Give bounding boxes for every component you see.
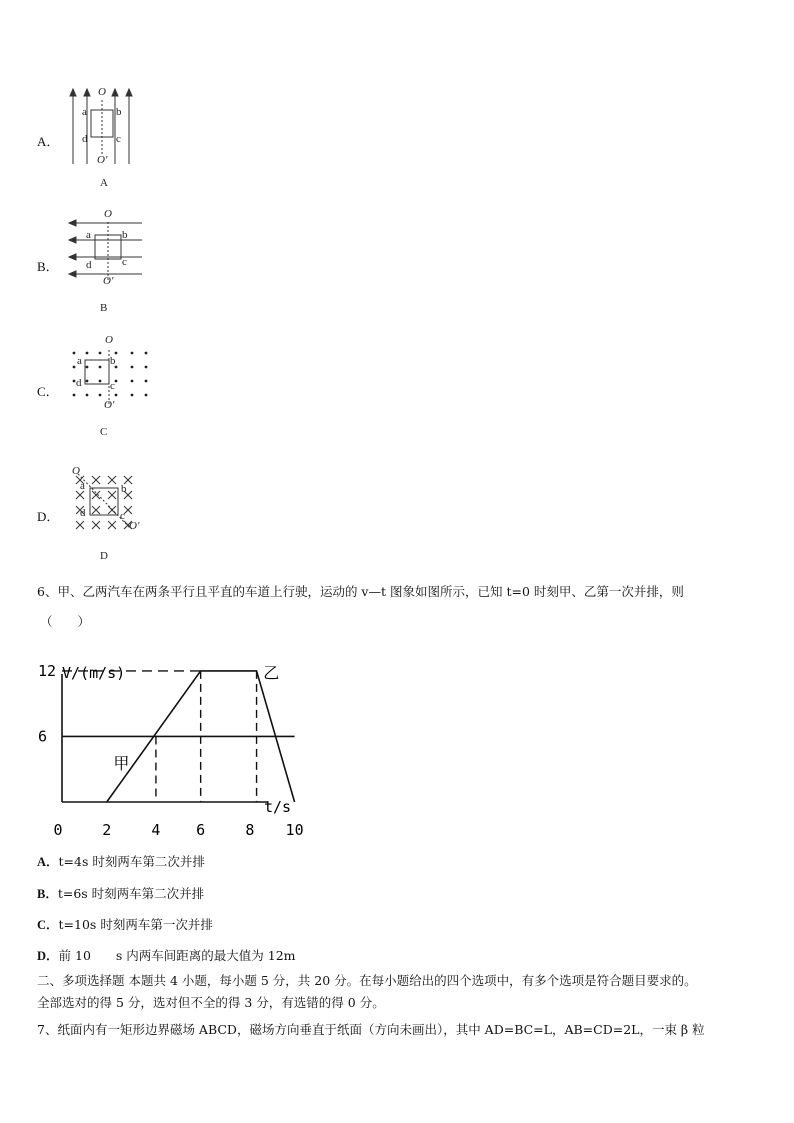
corner-label-a: a xyxy=(77,355,82,367)
axis-label-o-prime: O′ xyxy=(104,399,115,411)
x-tick-label: 4 xyxy=(151,821,161,839)
q6-option-c-label: C． xyxy=(37,918,59,932)
x-tick-label: 6 xyxy=(196,821,206,839)
corner-label-c: c xyxy=(122,256,127,268)
field-dot xyxy=(115,380,118,383)
corner-label-b: b xyxy=(110,355,116,367)
field-dot xyxy=(99,352,102,355)
field-dot xyxy=(99,380,102,383)
figure-b-caption: B xyxy=(100,302,108,314)
vt-chart xyxy=(30,652,310,848)
option-a-label: A． xyxy=(37,134,60,149)
figure-a-caption: A xyxy=(100,177,108,189)
field-cross xyxy=(124,506,132,514)
q6-option-d[interactable] xyxy=(37,946,296,964)
field-dot xyxy=(73,352,76,355)
question-6-blank: （ ） xyxy=(40,614,91,629)
field-cross xyxy=(108,521,116,529)
field-cross xyxy=(92,506,100,514)
corner-label-a: a xyxy=(86,229,91,241)
q6-option-d-label: D． xyxy=(37,949,59,963)
option-b-label: B． xyxy=(37,259,59,274)
field-dot xyxy=(86,380,89,383)
q6-option-c-text: t=10s 时刻两车第一次并排 xyxy=(58,917,213,932)
axis-label-o: O xyxy=(72,465,80,477)
figure-d-caption: D xyxy=(100,550,108,562)
q6-option-b-text: t=6s 时刻两车第二次并排 xyxy=(57,886,205,901)
field-dot xyxy=(73,380,76,383)
field-cross xyxy=(108,506,116,514)
axis-label-o-prime: O′ xyxy=(103,275,114,287)
q6-option-b-label: B． xyxy=(37,887,58,901)
axis-label-o-prime: O′ xyxy=(97,154,108,166)
x-axis-title: t/s xyxy=(264,798,292,816)
field-dot xyxy=(131,352,134,355)
section-2-line-2: 全部选对的得 5 分，选对但不全的得 3 分，有选错的得 0 分。 xyxy=(37,995,385,1010)
axis-label-o-prime: O′ xyxy=(129,520,140,532)
corner-label-c: c xyxy=(110,380,115,392)
field-dot xyxy=(145,352,148,355)
x-tick-label: 2 xyxy=(102,821,112,839)
option-c-label: C． xyxy=(37,384,59,399)
corner-label-d: d xyxy=(82,133,88,145)
y-axis-title: V/(m/s) xyxy=(62,664,126,682)
q6-option-c[interactable] xyxy=(37,915,213,933)
question-7-stem: 7、纸面内有一矩形边界磁场 ABCD，磁场方向垂直于纸面（方向未画出），其中 AD=BC=L，AB=CD=2L，一束 β 粒 xyxy=(37,1022,705,1037)
axis-label-o: O xyxy=(98,86,106,98)
field-dot xyxy=(99,366,102,369)
field-dot xyxy=(73,394,76,397)
field-cross xyxy=(76,521,84,529)
field-dot xyxy=(115,394,118,397)
option-d-label: D． xyxy=(37,509,60,524)
field-dot xyxy=(131,394,134,397)
corner-label-b: b xyxy=(116,106,122,118)
corner-label-c: c xyxy=(120,510,125,522)
series-label-yi: 乙 xyxy=(263,665,280,683)
section-2-line-1: 二、多项选择题 本题共 4 小题，每小题 5 分，共 20 分。在每小题给出的四个选项中，有多个选项是符合题目要求的。 xyxy=(37,973,697,988)
corner-label-d: d xyxy=(86,259,92,271)
y-tick-label: 12 xyxy=(38,661,57,680)
corner-label-c: c xyxy=(116,133,121,145)
q6-option-b[interactable] xyxy=(37,884,204,902)
series-label-jia: 甲 xyxy=(113,756,130,774)
field-cross xyxy=(92,476,100,484)
q6-option-a-text: t=4s 时刻两车第二次并排 xyxy=(58,854,205,869)
corner-label-d: d xyxy=(80,507,86,519)
field-dot xyxy=(115,352,118,355)
figure-c-caption: C xyxy=(100,426,108,438)
field-cross xyxy=(76,491,84,499)
field-dot xyxy=(145,380,148,383)
corner-label-d: d xyxy=(76,377,82,389)
field-dot xyxy=(73,366,76,369)
q6-option-d-text: 前 10 s 内两车间距离的最大值为 12m xyxy=(58,948,296,963)
field-cross xyxy=(108,476,116,484)
corner-label-b: b xyxy=(121,483,127,495)
field-cross xyxy=(92,521,100,529)
axis-label-o: O xyxy=(104,208,112,220)
corner-label-b: b xyxy=(122,229,128,241)
q6-option-a[interactable] xyxy=(37,852,205,870)
field-dot xyxy=(86,394,89,397)
field-dot xyxy=(86,352,89,355)
y-tick-label: 6 xyxy=(38,727,48,746)
field-dot xyxy=(145,394,148,397)
x-tick-label: 8 xyxy=(245,821,255,839)
field-cross xyxy=(108,491,116,499)
axis-label-o: O xyxy=(105,334,113,346)
field-dot xyxy=(86,366,89,369)
x-tick-label: 10 xyxy=(285,821,304,839)
q6-option-a-label: A． xyxy=(37,855,59,869)
field-dot xyxy=(145,366,148,369)
field-dot xyxy=(99,394,102,397)
field-dot xyxy=(131,380,134,383)
field-dot xyxy=(131,366,134,369)
question-6-stem: 6、甲、乙两汽车在两条平行且平直的车道上行驶，运动的 v—t 图象如图所示，已知 t=0 时刻甲、乙第一次并排，则 xyxy=(37,584,684,599)
x-tick-label: 0 xyxy=(53,821,63,839)
corner-label-a: a xyxy=(80,480,85,492)
corner-label-a: a xyxy=(82,106,87,118)
